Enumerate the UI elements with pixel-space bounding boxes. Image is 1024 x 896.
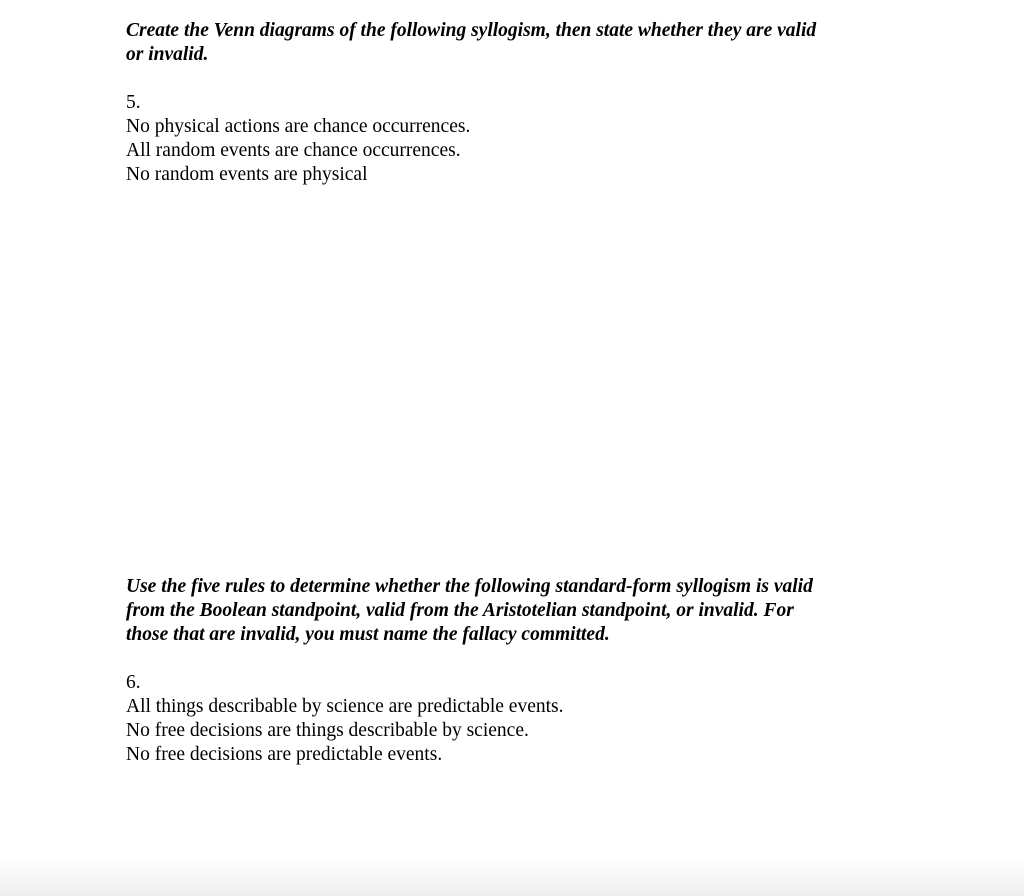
section-5 bbox=[126, 19, 906, 187]
instruction-5-line-2: or invalid. bbox=[126, 44, 209, 65]
instruction-6-line-1: Use the five rules to determine whether the following standard-form syllogism is valid bbox=[126, 576, 813, 597]
problem-number-5: 5. bbox=[126, 92, 141, 113]
premise-6-1: All things describable by science are predictable events. bbox=[126, 696, 564, 717]
section-6 bbox=[126, 575, 906, 767]
instruction-6-line-3: those that are invalid, you must name the fallacy committed. bbox=[126, 624, 610, 645]
premise-5-2: All random events are chance occurrences. bbox=[126, 140, 461, 161]
instruction-6-line-2: from the Boolean standpoint, valid from the Aristotelian standpoint, or invalid. For bbox=[126, 600, 794, 621]
page-bottom-shadow bbox=[0, 856, 1024, 896]
problem-number-6: 6. bbox=[126, 672, 141, 693]
conclusion-5: No random events are physical bbox=[126, 164, 368, 185]
premise-5-1: No physical actions are chance occurrences. bbox=[126, 116, 471, 137]
premise-6-2: No free decisions are things describable by science. bbox=[126, 720, 529, 741]
conclusion-6: No free decisions are predictable events. bbox=[126, 744, 443, 765]
instruction-5-line-1: Create the Venn diagrams of the following syllogism, then state whether they are valid bbox=[126, 20, 817, 41]
